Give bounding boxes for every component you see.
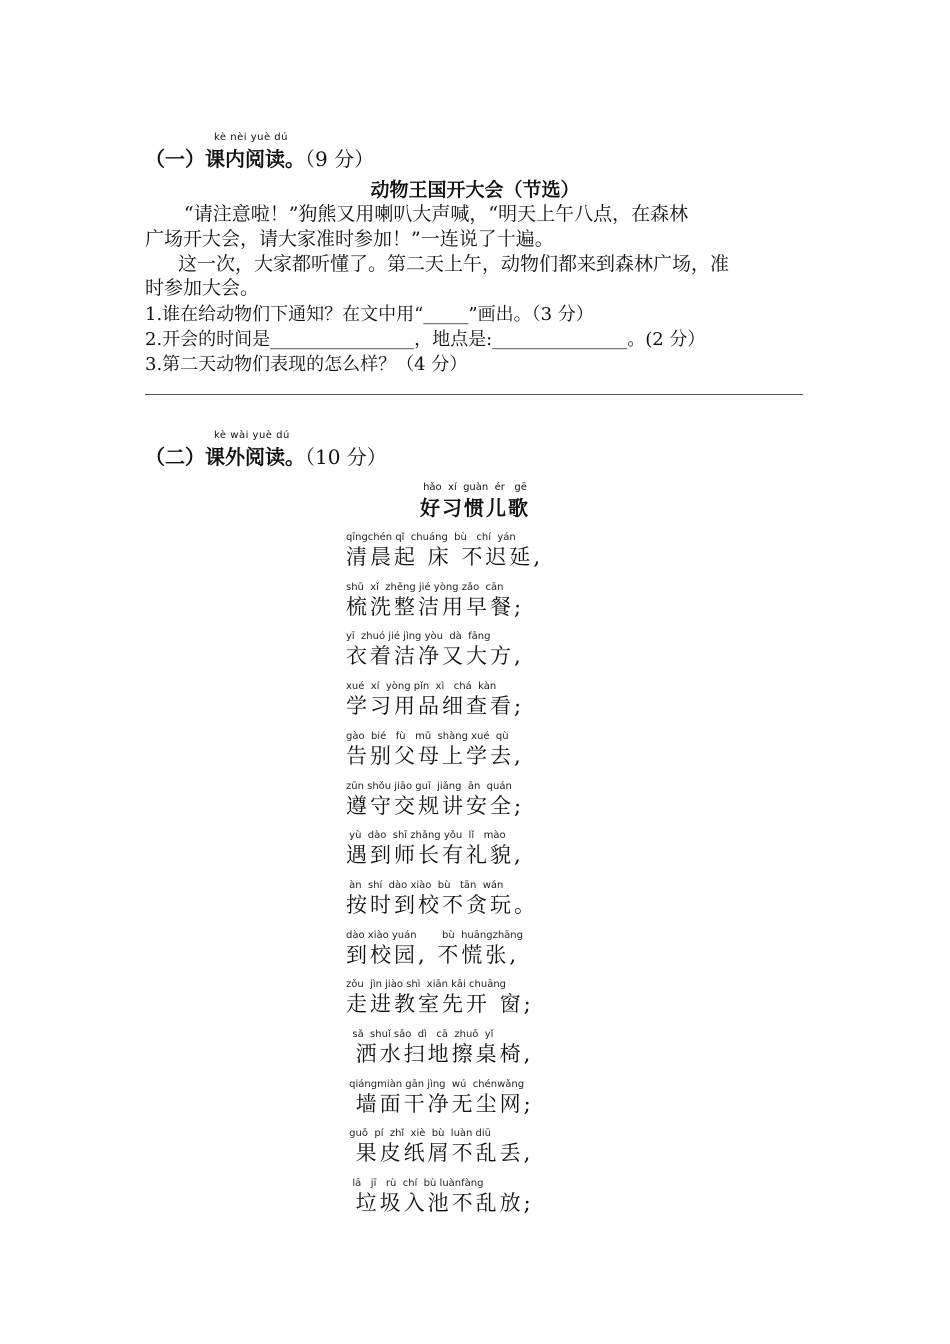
poem-line-text: 走进教室先开 窗;	[346, 992, 534, 1016]
poem-line-text: 清晨起 床 不迟延,	[346, 545, 544, 569]
article-title: 动物王国开大会（节选）	[370, 179, 580, 201]
section1-score: （9 分）	[305, 147, 375, 171]
poem-line-text: 学习用品细查看;	[346, 694, 525, 718]
poem-line	[346, 1028, 586, 1067]
poem-line	[346, 581, 586, 620]
poem-line-text: 遵守交规讲安全;	[346, 794, 525, 818]
article-para1-line2: 广场开大会，请大家准时参加！”一连说了十遍。	[145, 228, 554, 250]
poem-line	[346, 879, 586, 918]
poem-line	[346, 1177, 586, 1216]
article-para2-line2: 时参加大会。	[145, 277, 260, 299]
poem-line-pinyin: xué xí yòng pǐn xì chá kàn	[346, 681, 497, 692]
section2-pinyin: kè wài yuè dú	[214, 430, 290, 441]
poem-line-text: 梳洗整洁用早餐;	[346, 595, 525, 619]
poem-line-pinyin: shū xǐ zhěng jié yòng zǎo cān	[346, 582, 504, 593]
poem-line	[346, 630, 586, 669]
poem-line-text: 遇到师长有礼貌,	[346, 843, 524, 867]
poem-line	[346, 531, 586, 570]
poem-line-pinyin: lā jī rù chí bù luànfàng	[346, 1178, 484, 1189]
question-2: 2.开会的时间是________________，地点是:_______________。(2 分）	[145, 329, 706, 350]
poem-line-text: 垃圾入池不乱放;	[346, 1191, 534, 1215]
poem-line-pinyin: qiángmiàn gān jìng wú chénwǎng	[346, 1079, 525, 1090]
section1-pinyin: kè nèi yuè dú	[214, 132, 288, 143]
poem-line-pinyin: zǒu jìn jiào shì xiān kāi chuāng	[346, 979, 507, 990]
poem-line-pinyin: sǎ shuǐ sǎo dì cā zhuō yǐ	[346, 1029, 494, 1040]
poem-line-pinyin: qīngchén qǐ chuáng bù chí yán	[346, 532, 516, 543]
poem-line-pinyin: àn shí dào xiào bù tān wán	[346, 880, 504, 891]
poem-title-pinyin: hǎo xí guàn ér gē	[423, 482, 527, 493]
question-1: 1.谁在给动物们下通知？在文中用“_____”画出。（3 分）	[145, 304, 594, 325]
article-para2-line1: 这一次，大家都听懂了。第二天上午，动物们都来到森林广场，准	[178, 253, 730, 275]
poem-line-text: 衣着洁净又大方,	[346, 644, 524, 668]
poem-line	[346, 730, 586, 769]
poem-line-text: 到校园, 不慌张,	[346, 943, 520, 967]
section2-prefix: （二）	[145, 445, 205, 469]
poem-line	[346, 978, 586, 1017]
poem-line-text: 按时到校不贪玩。	[346, 893, 538, 917]
poem-title: 好习惯儿歌	[420, 496, 530, 520]
poem-line-pinyin: yī zhuó jié jìng yòu dà fāng	[346, 631, 491, 642]
poem-line-pinyin: guǒ pí zhǐ xiè bù luàn diū	[346, 1128, 492, 1139]
section2-score: （10 分）	[305, 445, 387, 469]
section1-prefix: （一）	[145, 147, 205, 171]
question-3: 3.第二天动物们表现的怎么样？（4 分）	[145, 354, 468, 375]
poem-line-pinyin: gào bié fù mǔ shàng xué qù	[346, 731, 509, 742]
poem-line-text: 果皮纸屑不乱丢,	[346, 1141, 534, 1165]
poem-line-text: 洒水扫地擦桌椅,	[346, 1042, 534, 1066]
poem-line-pinyin: zūn shǒu jiāo guī jiǎng ān quán	[346, 781, 512, 792]
poem-line	[346, 1078, 586, 1117]
poem-line	[346, 929, 586, 968]
section1-heading	[145, 143, 374, 172]
section1-title: 课内阅读。	[205, 147, 305, 171]
section2-title: 课外阅读。	[205, 445, 305, 469]
poem-line-text: 墙面干净无尘网;	[346, 1092, 534, 1116]
answer-line	[145, 394, 803, 395]
poem-line-pinyin: dào xiào yuán bù huāngzhāng	[346, 930, 523, 941]
poem-line	[346, 829, 586, 868]
poem-line-text: 告别父母上学去,	[346, 744, 524, 768]
poem-line	[346, 680, 586, 719]
poem-line-pinyin: yù dào shī zhǎng yǒu lǐ mào	[346, 830, 506, 841]
article-para1-line1: “请注意啦！”狗熊又用喇叭大声喊，“明天上午八点，在森林	[184, 203, 689, 225]
poem-line	[346, 1127, 586, 1166]
section2-heading	[145, 441, 387, 470]
poem-line	[346, 780, 586, 819]
